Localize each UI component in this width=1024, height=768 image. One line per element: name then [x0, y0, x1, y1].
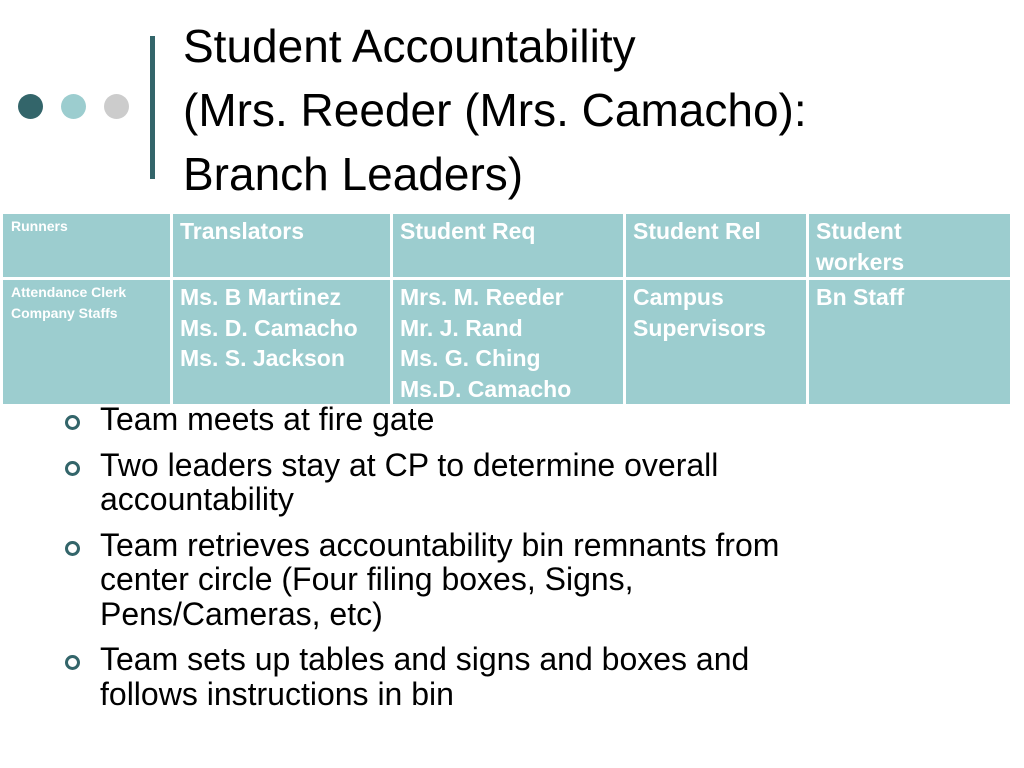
cell-line: Runners [11, 218, 68, 234]
title-line: Student Accountability [183, 20, 636, 72]
table-cell-student-req [392, 213, 625, 279]
cell-line: Mrs. M. Reeder [400, 284, 564, 310]
table-cell-student-rel [625, 213, 808, 279]
title-accent-line [150, 36, 155, 179]
list-item [62, 402, 962, 437]
cell-line: Ms. G. Ching [400, 345, 541, 371]
bullet-line: Team sets up tables and signs and boxes and [100, 641, 750, 677]
list-item [62, 448, 962, 517]
cell-line: Bn Staff [816, 284, 905, 310]
cell-line: Ms.D. Camacho [400, 375, 572, 402]
cell-line: Ms. B Martinez [180, 284, 342, 310]
roles-table [0, 211, 1013, 407]
bullet-line: center circle (Four filing boxes, Signs, [100, 561, 634, 597]
table-cell-translator-names [172, 279, 392, 406]
table-cell-student-req-names [392, 279, 625, 406]
decor-dot-teal-icon [61, 94, 86, 119]
bullet-line: Two leaders stay at CP to determine overall [100, 446, 719, 483]
cell-line: Translators [180, 218, 304, 244]
decor-dot-dark-icon [18, 94, 43, 119]
table-cell-student-rel-names [625, 279, 808, 406]
cell-line: Attendance Clerk [11, 284, 127, 300]
slide-title [183, 14, 1003, 206]
cell-line: workers [816, 248, 905, 275]
bullet-list [62, 402, 962, 722]
title-line: Branch Leaders) [183, 148, 524, 200]
cell-line: Supervisors [633, 314, 766, 341]
cell-line: Company Staffs [11, 305, 118, 321]
cell-line: Student [816, 218, 902, 244]
bullet-ring-icon [65, 541, 80, 556]
cell-line: Campus [633, 284, 724, 310]
cell-line: Student Rel [633, 218, 761, 244]
title-line: (Mrs. Reeder (Mrs. Camacho): [183, 84, 807, 136]
table-cell-translators [172, 213, 392, 279]
table-cell-runners [2, 213, 172, 279]
bullet-ring-icon [65, 655, 80, 670]
bullet-line: Pens/Cameras, etc) [100, 595, 383, 632]
decor-dot-gray-icon [104, 94, 129, 119]
table-cell-student-workers [808, 213, 1012, 279]
list-item [62, 528, 962, 632]
bullet-line: accountability [100, 481, 294, 517]
list-item [62, 642, 962, 711]
bullet-line: follows instructions in bin [100, 675, 454, 712]
bullet-line: Team retrieves accountability bin remnants from [100, 526, 780, 563]
bullet-ring-icon [65, 415, 80, 430]
bullet-line: Team meets at fire gate [100, 401, 435, 437]
table-cell-student-workers-names [808, 279, 1012, 406]
bullet-ring-icon [65, 461, 80, 476]
cell-line: Student Req [400, 218, 536, 244]
table-row [2, 213, 1012, 279]
cell-line: Mr. J. Rand [400, 314, 523, 341]
cell-line: Ms. D. Camacho [180, 314, 358, 341]
table-cell-attendance [2, 279, 172, 406]
cell-line: Ms. S. Jackson [180, 345, 345, 371]
table-row [2, 279, 1012, 406]
